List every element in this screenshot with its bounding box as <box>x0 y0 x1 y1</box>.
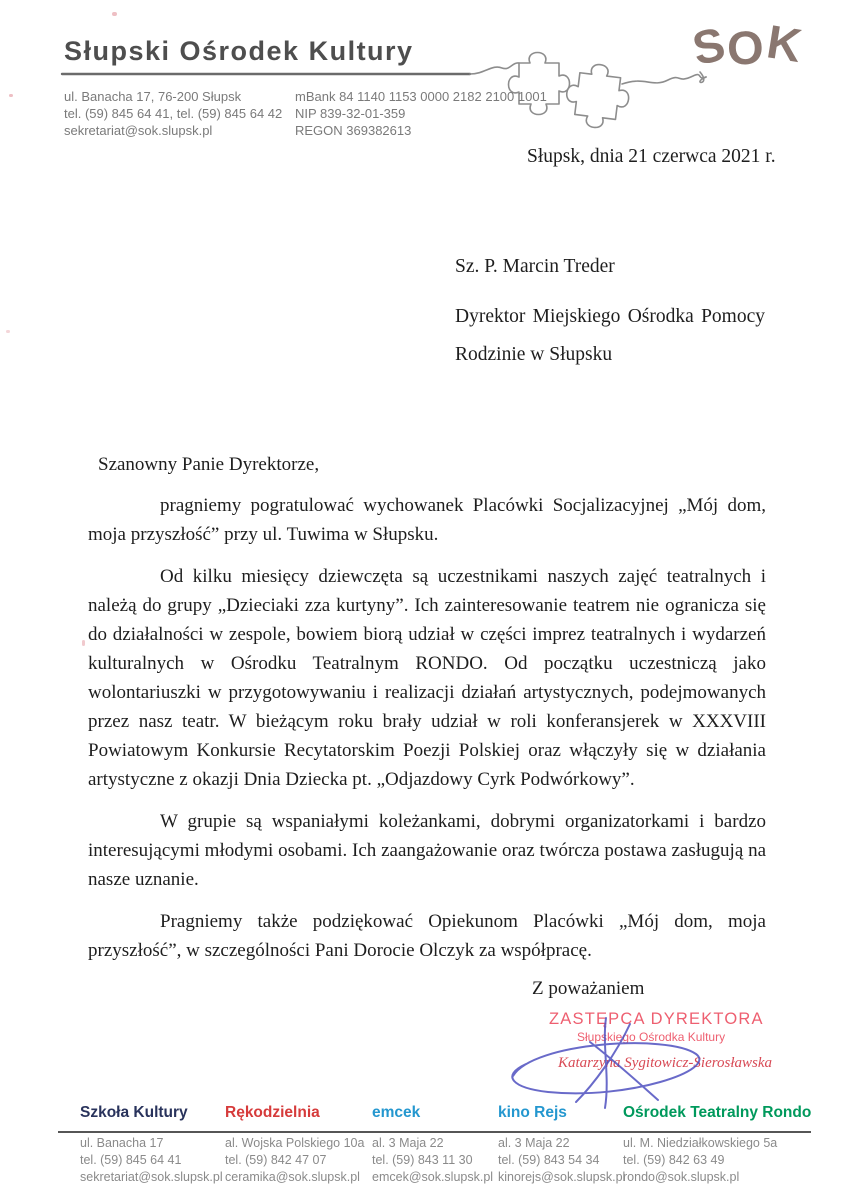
stamp-org: Słupskiego Ośrodka Kultury <box>577 1030 726 1044</box>
header-bank-account: mBank 84 1140 1153 0000 2182 2100 1001 <box>295 89 547 104</box>
branch-address: ul. Banacha 17 <box>80 1136 164 1150</box>
scan-artifact <box>112 12 117 16</box>
header-contact-block <box>64 88 282 139</box>
paragraph: Od kilku miesięcy dziewczęta są uczestnikami naszych zajęć teatralnych i należą do grupy „Dzieciaki zza kurtyny”. Ich zainteresowanie teatrem nie ogranicza się do działalności w zespole, bowiem biorą udział w części imprez teatralnych i wydarzeń kulturalnych w Ośrodku Teatralnym RONDO. Od początku uczestniczą jako wolontariuszki w przygotowywaniu i realizacji działań artystycznych, podejmowanych przez nasz teatr. W bieżącym roku brały udział w roli konferansjerek w XXXVIII Powiatowym Konkursie Recytatorskim Poezji Polskiej oraz włączyły się w działania artystyczne z okazji Dnia Dziecka pt. „Odjazdowy Cyrk Podwórkowy”. <box>88 566 766 790</box>
branch-email: kinorejs@sok.slupsk.pl <box>498 1170 626 1184</box>
branch-name: emcek <box>372 1104 421 1121</box>
sok-logo <box>687 14 809 75</box>
branch-name: Ośrodek Teatralny Rondo <box>623 1104 812 1121</box>
scan-artifact <box>6 330 10 333</box>
branch-phone: tel. (59) 843 11 30 <box>372 1153 473 1167</box>
header-regon: REGON 369382613 <box>295 123 412 138</box>
branch-email: rondo@sok.slupsk.pl <box>623 1170 740 1184</box>
header-nip: NIP 839-32-01-359 <box>295 106 406 121</box>
letter-body <box>88 450 766 978</box>
recipient-role: Dyrektor Miejskiego Ośrodka Pomocy Rodzinie w Słupsku <box>455 306 765 365</box>
branch-email: emcek@sok.slupsk.pl <box>372 1170 494 1184</box>
salutation: Szanowny Panie Dyrektorze, <box>98 454 320 475</box>
branch-phone: tel. (59) 845 64 41 <box>80 1153 182 1167</box>
branch-name: Szkoła Kultury <box>80 1104 188 1121</box>
branch-address: al. 3 Maja 22 <box>372 1136 444 1150</box>
header-email: sekretariat@sok.slupsk.pl <box>64 123 213 138</box>
branch-address: al. 3 Maja 22 <box>498 1136 570 1150</box>
sok-logo-letter: O <box>726 20 768 75</box>
branch-email: ceramika@sok.slupsk.pl <box>225 1170 360 1184</box>
paragraph: pragniemy pogratulować wychowanek Placówki Socjalizacyjnej „Mój dom, moja przyszłość” przy ul. Tuwima w Słupsku. <box>88 495 766 545</box>
branch-name: Rękodzielnia <box>225 1104 320 1121</box>
header-address: ul. Banacha 17, 76-200 Słupsk <box>64 89 242 104</box>
branch-address: ul. M. Niedziałkowskiego 5a <box>623 1136 778 1150</box>
sok-logo-letter: S <box>687 16 733 75</box>
branch-name: kino Rejs <box>498 1104 567 1121</box>
branch-email: sekretariat@sok.slupsk.pl <box>80 1170 223 1184</box>
handwritten-signature <box>478 1014 748 1114</box>
header-phones: tel. (59) 845 64 41, tel. (59) 845 64 42 <box>64 106 283 121</box>
footer-branch-kino-rejs <box>498 1104 625 1186</box>
recipient-name: Sz. P. Marcin Treder <box>455 256 615 277</box>
recipient-block <box>455 256 765 374</box>
scan-artifact <box>82 640 85 646</box>
org-title: Słupski Ośrodek Kultury <box>64 36 414 66</box>
branch-phone: tel. (59) 842 47 07 <box>225 1153 327 1167</box>
footer-branch-rekodzielnia <box>225 1104 364 1186</box>
paragraph: Pragniemy także podziękować Opiekunom Placówki „Mój dom, moja przyszłość”, w szczególności Pani Dorocie Olczyk za współpracę. <box>88 911 766 961</box>
branch-phone: tel. (59) 843 54 34 <box>498 1153 600 1167</box>
footer-branch-rondo <box>623 1104 811 1186</box>
closing-phrase: Z poważaniem <box>532 978 645 999</box>
footer-branch-emcek <box>372 1104 493 1186</box>
stamp-title: ZASTĘPCA DYREKTORA <box>549 1010 764 1028</box>
dateline: Słupsk, dnia 21 czerwca 2021 r. <box>527 146 776 167</box>
branch-phone: tel. (59) 842 63 49 <box>623 1153 725 1167</box>
footer-branch-szkola-kultury <box>80 1104 223 1186</box>
sok-logo-letter: K <box>763 14 809 73</box>
stamp-signer-name: Katarzyna Sygitowicz-Sierosławska <box>558 1055 773 1071</box>
branch-address: al. Wojska Polskiego 10a <box>225 1136 365 1150</box>
scan-artifact <box>9 94 13 97</box>
header-registry-block <box>295 88 547 139</box>
paragraph: W grupie są wspaniałymi koleżankami, dobrymi organizatorkami i bardzo interesującymi młodymi osobami. Ich zaangażowanie oraz twórcza postawa zasługują na nasze uznanie. <box>88 811 766 890</box>
